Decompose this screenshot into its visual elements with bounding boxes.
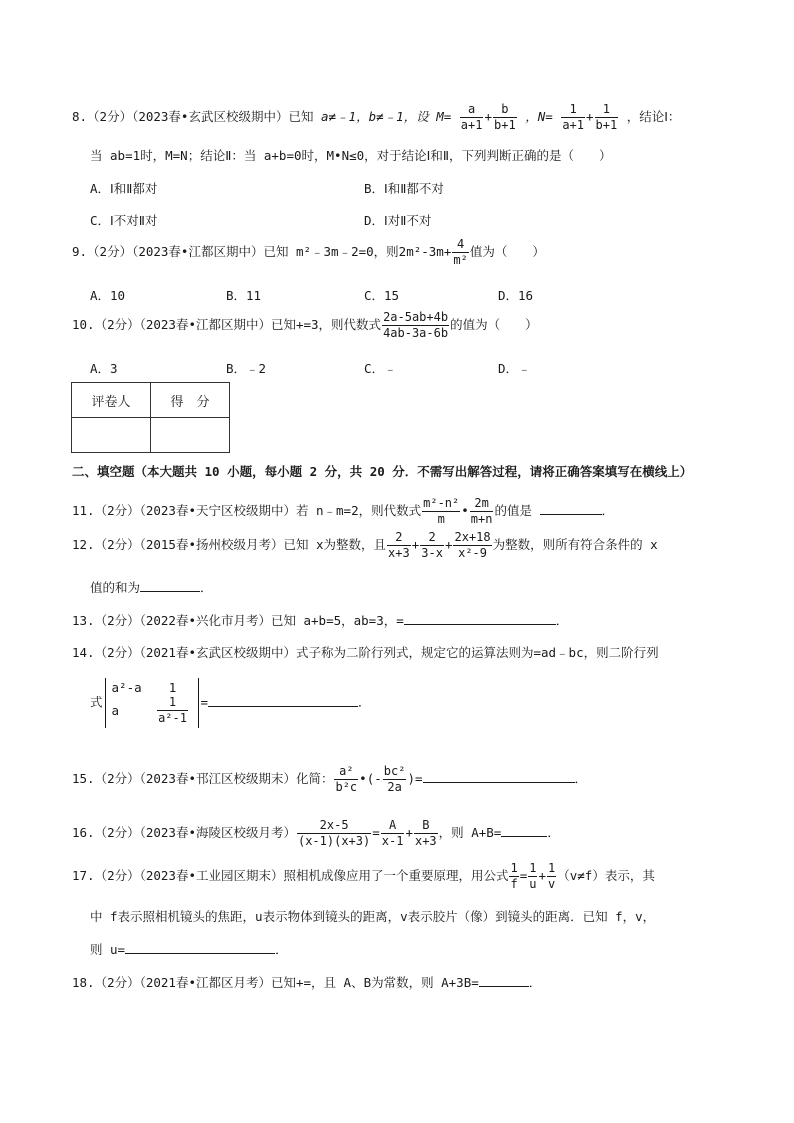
grader-table [71,382,230,453]
section-title: 二、填空题（本大题共 10 小题，每小题 2 分，共 20 分．不需写出解答过程，请将正确答案填写在横线上） [72,464,693,479]
q8-head: 8.（2分）（2023春•玄武区校级期中）已知 [72,109,314,124]
q17-line2: 中 f表示照相机镜头的焦距，u表示物体到镜头的距离，v表示胶片（像）到镜头的距离．已知 f，v， [90,909,656,924]
q13-answer-blank[interactable] [404,611,556,625]
q16-head: 16.（2分）（2023春•海陵区校级月考） [72,825,296,840]
q8-frac-c: $\frac{1}{a+1}$ [562,102,584,132]
q17-tail: （v≠f）表示，其 [557,868,655,883]
q15-answer-blank[interactable] [423,769,575,783]
q17-frac-v: $\frac{1}{v}$ [548,861,556,891]
q14-a22: $\frac{1}{\text{a²-1}}$ [158,695,187,725]
q18-text: 18.（2分）（2021春•江都区月考）已知+=，且 A、B为常数，则 A+3B= [72,975,479,990]
q8-frac-d: $\frac{1}{b+1}$ [595,102,618,132]
q12-head: 12.（2分）（2015春•扬州校级月考）已知 x为整数，且 [72,537,387,552]
q15-mid: •(- [359,771,382,786]
q14-determinant [105,678,199,728]
q17-head: 17.（2分）（2023春•工业园区期末）照相机成像应用了一个重要原理，用公式 [72,868,509,883]
q9-option-c[interactable]: C．15 [364,288,400,303]
q8-option-c[interactable]: C．Ⅰ不对Ⅱ对 [90,213,158,228]
q10-option-a[interactable]: A．3 [90,361,118,376]
q14-a12: 1 [168,680,177,695]
q11-tail: 的值是 [494,503,532,518]
q10-tail: 的值为（ ） [450,317,538,332]
q9-head: 9.（2分）（2023春•江都区期中）已知 m²﹣3m﹣2=0，则 [72,244,399,259]
q12-line2-text: 值的和为 [90,580,141,595]
q9-option-b[interactable]: B．11 [226,288,262,303]
q10-option-c[interactable]: C．﹣ [364,361,397,376]
q12-answer-blank[interactable] [140,578,200,592]
grader-label: 评卷人 [72,383,151,418]
q12-line2: 值的和为 ． [90,580,213,595]
q10-option-d[interactable]: D．﹣ [498,361,531,376]
q8-line1: 8.（2分）（2023春•玄武区校级期中）已知 a≠﹣1，b≠﹣1，设 M= $\frac{a}{a+1}$ + $\frac{b}{b+1}$ ，N= $\frac{1}{a+1}$ + $\frac{1}{b+1}$ ，结论Ⅰ： [72,102,681,132]
q12-line1: 12.（2分）（2015春•扬州校级月考）已知 x为整数，且 $\frac{2}{x+3}$ + $\frac{2}{3-x}$ + $\frac{2x+18}{\text{x²-9}}$ 为整数，则所有符合条件的 x [72,530,658,560]
q17-answer-blank[interactable] [125,940,275,954]
q17-line3-text: 则 u= [90,942,126,957]
q13-text: 13.（2分）（2022春•兴化市月考）已知 a+b=5，ab=3，= [72,613,404,628]
q11-answer-blank[interactable] [540,501,602,515]
q11-frac-1: $\frac{\text{m²-n²}}{m}$ [423,496,460,526]
q9-frac: $\frac{4}{\text{m²}}$ [453,237,468,267]
q8-tail: ，结论Ⅰ： [626,109,681,124]
q18-line: 18.（2分）（2021春•江都区月考）已知+=，且 A、B为常数，则 A+3B= ． [72,975,542,990]
grader-cell[interactable] [72,418,151,453]
score-label: 得 分 [151,383,230,418]
q8-frac-a: $\frac{a}{a+1}$ [460,102,483,132]
q14-pre: 式 [90,694,103,710]
q14-eq: = [200,694,209,710]
q15-tail: )= [407,771,423,786]
q13-line: 13.（2分）（2022春•兴化市月考）已知 a+b=5，ab=3，= ． [72,613,569,628]
q16-frac-3: $\frac{B}{x+3}$ [414,818,437,848]
q10-head: 10.（2分）（2023春•江都区期中）已知+=3，则代数式 [72,317,382,332]
q16-line: 16.（2分）（2023春•海陵区校级月考） $\frac{2x-5}{(x-1)(x+3)}$ = $\frac{A}{x-1}$ + $\frac{B}{x+3}$ ，则 A+B= ． [72,818,560,848]
q11-line: 11.（2分）（2023春•天宁区校级期中）若 n﹣m=2，则代数式 $\frac{\text{m²-n²}}{m}$ • $\frac{2m}{m+n}$ 的值是 ． [72,496,615,526]
q16-eq: = [372,825,380,840]
q9-option-d[interactable]: D．16 [498,288,534,303]
q15-line: 15.（2分）（2023春•邗江区校级期末）化简： $\frac{\text{a²}}{\text{b²c}}$ •(- $\frac{\text{bc²}}{2a}$ )= ． [72,764,588,794]
q11-frac-2: $\frac{2m}{m+n}$ [470,496,493,526]
q18-answer-blank[interactable] [479,973,529,987]
q12-frac-2: $\frac{2}{3-x}$ [421,530,443,560]
q8-option-a[interactable]: A．Ⅰ和Ⅱ都对 [90,181,158,196]
q9-option-a[interactable]: A．10 [90,288,126,303]
q8-m-label: M= [436,109,452,124]
q10-line [72,310,538,341]
q14-line2: 式 a²-a 1 a $\frac{1}{\text{a²-1}}$ = ． [90,678,371,728]
q9-line [72,237,545,268]
q10-option-b[interactable]: B．﹣2 [226,361,267,376]
q15-frac-1: $\frac{\text{a²}}{\text{b²c}}$ [335,764,358,794]
q14-a21: a [111,703,120,718]
q8-line2: 当 ab=1时，M=N；结论Ⅱ：当 a+b=0时，M•N≤0，对于结论Ⅰ和Ⅱ，下列判断正确的是（ ） [90,148,612,163]
q14-answer-blank[interactable] [208,693,358,707]
q8-cond: a≠﹣1，b≠﹣1，设 [321,109,429,124]
q14-line1: 14.（2分）（2021春•玄武区校级期中）式子称为二阶行列式，规定它的运算法则为=ad﹣bc，则二阶行列 [72,645,659,660]
q12-frac-3: $\frac{2x+18}{\text{x²-9}}$ [454,530,491,560]
q17-line3: 则 u= ． [90,942,288,957]
score-cell[interactable] [151,418,230,453]
q17-line1: 17.（2分）（2023春•工业园区期末）照相机成像应用了一个重要原理，用公式 $\frac{1}{f}$ = $\frac{1}{u}$ + $\frac{1}{v}$ （v≠f）表示，其 [72,861,655,891]
q11-dot: • [461,503,469,518]
q17-frac-f: $\frac{1}{f}$ [510,861,518,891]
q16-tail: ，则 A+B= [438,825,502,840]
q9-tail: 值为（ ） [469,244,545,259]
q8-option-b[interactable]: B．Ⅰ和Ⅱ都不对 [364,181,444,196]
q8-option-d[interactable]: D．Ⅰ对Ⅱ不对 [364,213,432,228]
q12-frac-1: $\frac{2}{x+3}$ [388,530,410,560]
q16-frac-2: $\frac{A}{x-1}$ [381,818,404,848]
q15-head: 15.（2分）（2023春•邗江区校级期末）化简： [72,771,334,786]
q14-a11: a²-a [111,680,142,695]
q15-frac-2: $\frac{\text{bc²}}{2a}$ [383,764,406,794]
q11-head: 11.（2分）（2023春•天宁区校级期中）若 n﹣m=2，则代数式 [72,503,422,518]
q16-answer-blank[interactable] [501,823,547,837]
q9-expr: 2m²-3m+ [398,244,452,259]
q10-frac: $\frac{2a-5ab+4b}{4ab-3a-6b}$ [383,310,449,340]
q8-frac-b: $\frac{b}{b+1}$ [494,102,516,132]
q17-frac-u: $\frac{1}{u}$ [529,861,537,891]
q16-frac-1: $\frac{2x-5}{(x-1)(x+3)}$ [297,818,371,848]
q12-tail: 为整数，则所有符合条件的 x [492,537,658,552]
q8-n-label: ，N= [525,109,553,124]
